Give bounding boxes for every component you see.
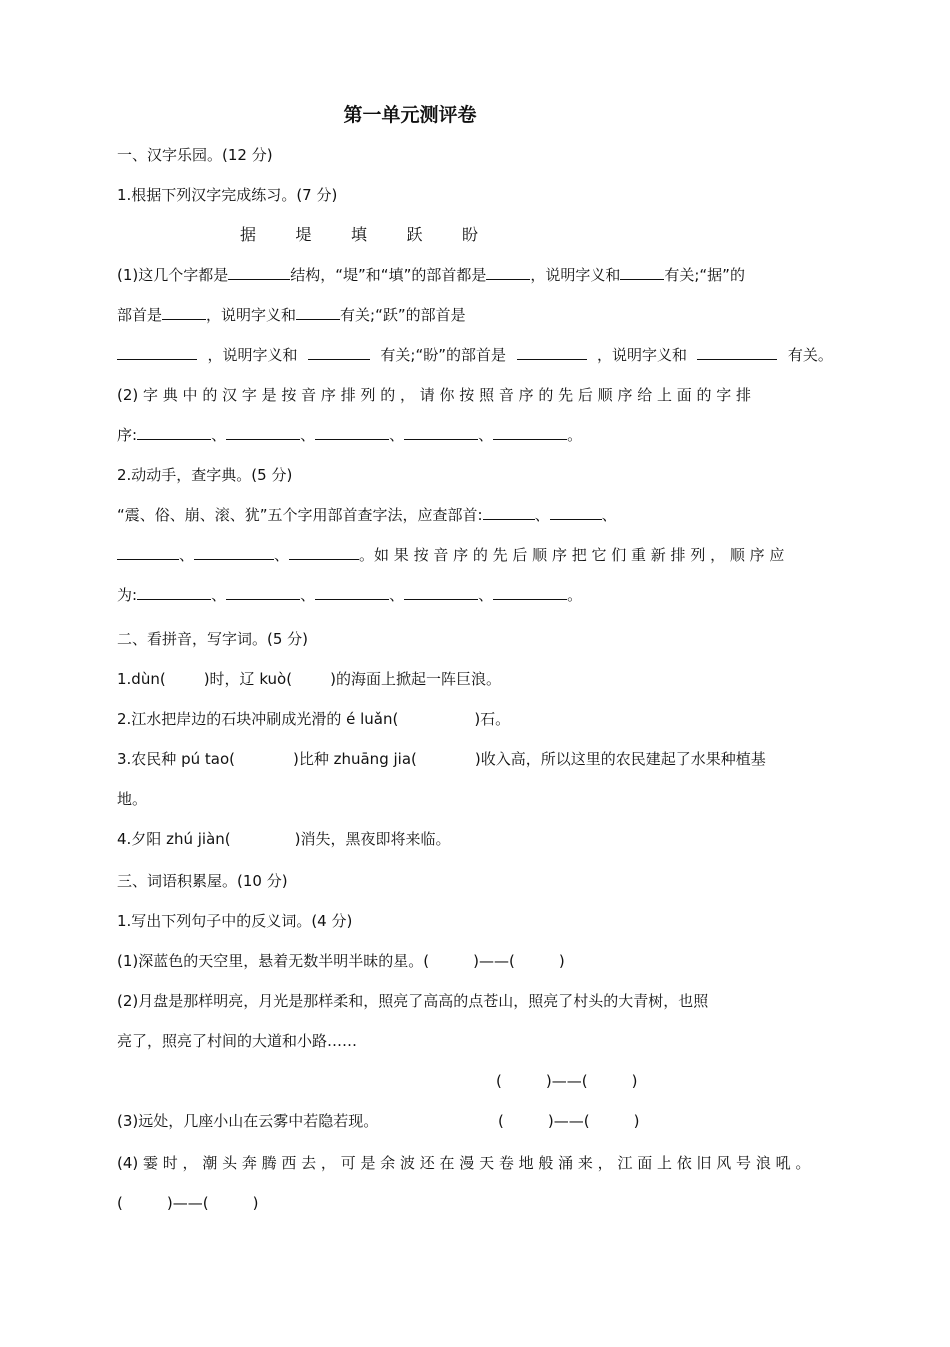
answer-blank[interactable] — [308, 343, 370, 360]
answer-blank[interactable] — [289, 543, 359, 560]
pinyin-question-2: 2.江水把岸边的石块冲刷成光滑的 é luǎn( )石。 — [117, 710, 511, 728]
question-1-1-part-1-line-1: (1)这几个字都是 结构，“堤”和“填”的部首都是 ，说明字义和 有关;“据”的 — [117, 263, 745, 287]
answer-blank[interactable] — [404, 423, 478, 440]
question-1-2-line-3: 为: 、 、 、 、 。 — [117, 583, 582, 607]
answer-blank[interactable] — [137, 423, 211, 440]
pinyin-question-3-continued: 地。 — [117, 790, 148, 808]
answer-blank[interactable] — [296, 303, 340, 320]
character: 填 — [350, 225, 367, 244]
character: 据 — [240, 225, 257, 244]
character: 盼 — [461, 225, 478, 244]
answer-blank[interactable] — [493, 583, 567, 600]
answer-blank[interactable] — [517, 343, 587, 360]
answer-blank[interactable] — [315, 583, 389, 600]
antonym-sentence-4: (4) 霎 时 ， 潮 头 奔 腾 西 去 ， 可 是 余 波 还 在 漫 天 卷 地 般 涌 来 ， 江 面 上 依 旧 风 号 浪 吼 。 — [117, 1154, 811, 1172]
answer-blank[interactable] — [228, 263, 290, 280]
question-1-1-part-1-line-2: 部首是 ，说明字义和 有关;“跃”的部首是 — [117, 303, 466, 327]
section-3-heading: 三、词语积累屋。(10 分) — [117, 872, 288, 890]
answer-blank[interactable] — [486, 263, 530, 280]
antonym-sentence-2-line-2: 亮了，照亮了村间的大道和小路…… — [117, 1032, 358, 1050]
character: 跃 — [406, 225, 423, 244]
answer-blank[interactable] — [483, 503, 535, 520]
answer-blank[interactable] — [550, 503, 602, 520]
page-title: 第一单元测评卷 — [343, 104, 477, 126]
antonym-answer-4: ( )——( ) — [117, 1194, 259, 1212]
question-1-2-line-1: “震、俗、崩、滚、犹”五个字用部首查字法，应查部首: 、 、 — [117, 503, 617, 527]
antonym-sentence-2-line-1: (2)月盘是那样明亮，月光是那样柔和，照亮了高高的点苍山，照亮了村头的大青树，也照 — [117, 992, 709, 1010]
answer-blank[interactable] — [162, 303, 206, 320]
answer-blank[interactable] — [493, 423, 567, 440]
answer-blank[interactable] — [404, 583, 478, 600]
antonym-sentence-3: (3)远处，几座小山在云雾中若隐若现。 — [117, 1112, 379, 1130]
question-1-2-line-2: 、 、 。如 果 按 音 序 的 先 后 顺 序 把 它 们 重 新 排 列 ， 顺 序 应 — [117, 543, 784, 567]
question-1-1-part-2-line-2: 序: 、 、 、 、 。 — [117, 423, 582, 447]
pinyin-question-4: 4.夕阳 zhú jiàn( )消失，黑夜即将来临。 — [117, 830, 451, 848]
answer-blank[interactable] — [620, 263, 664, 280]
answer-blank[interactable] — [697, 343, 777, 360]
answer-blank[interactable] — [315, 423, 389, 440]
pinyin-question-3: 3.农民种 pú tao( )比种 zhuāng jia( )收入高，所以这里的农民建起了水果种植基 — [117, 750, 766, 768]
question-3-1-heading: 1.写出下列句子中的反义词。(4 分) — [117, 912, 353, 930]
question-1-1-heading: 1.根据下列汉字完成练习。(7 分) — [117, 186, 338, 204]
answer-blank[interactable] — [226, 423, 300, 440]
antonym-answer-3: ( )——( ) — [498, 1112, 640, 1130]
answer-blank[interactable] — [117, 343, 197, 360]
character: 堤 — [295, 225, 312, 244]
antonym-answer-2: ( )——( ) — [496, 1072, 638, 1090]
answer-blank[interactable] — [137, 583, 211, 600]
section-1-heading: 一、汉字乐园。(12 分) — [117, 146, 273, 164]
pinyin-question-1: 1.dùn( )时，辽 kuò( )的海面上掀起一阵巨浪。 — [117, 670, 501, 688]
answer-blank[interactable] — [117, 543, 179, 560]
answer-blank[interactable] — [226, 583, 300, 600]
antonym-sentence-1: (1)深蓝色的天空里，悬着无数半明半昧的星。( )——( ) — [117, 952, 565, 970]
question-1-2-heading: 2.动动手，查字典。(5 分) — [117, 466, 293, 484]
character-list — [240, 223, 478, 247]
question-1-1-part-2-line-1: (2) 字 典 中 的 汉 字 是 按 音 序 排 列 的 ， 请 你 按 照 音 序 的 先 后 顺 序 给 上 面 的 字 排 — [117, 386, 752, 404]
question-1-1-part-1-line-3: ，说明字义和 有关;“盼”的部首是 ，说明字义和 有关。 — [117, 343, 833, 367]
section-2-heading: 二、看拼音，写字词。(5 分) — [117, 630, 309, 648]
answer-blank[interactable] — [194, 543, 274, 560]
